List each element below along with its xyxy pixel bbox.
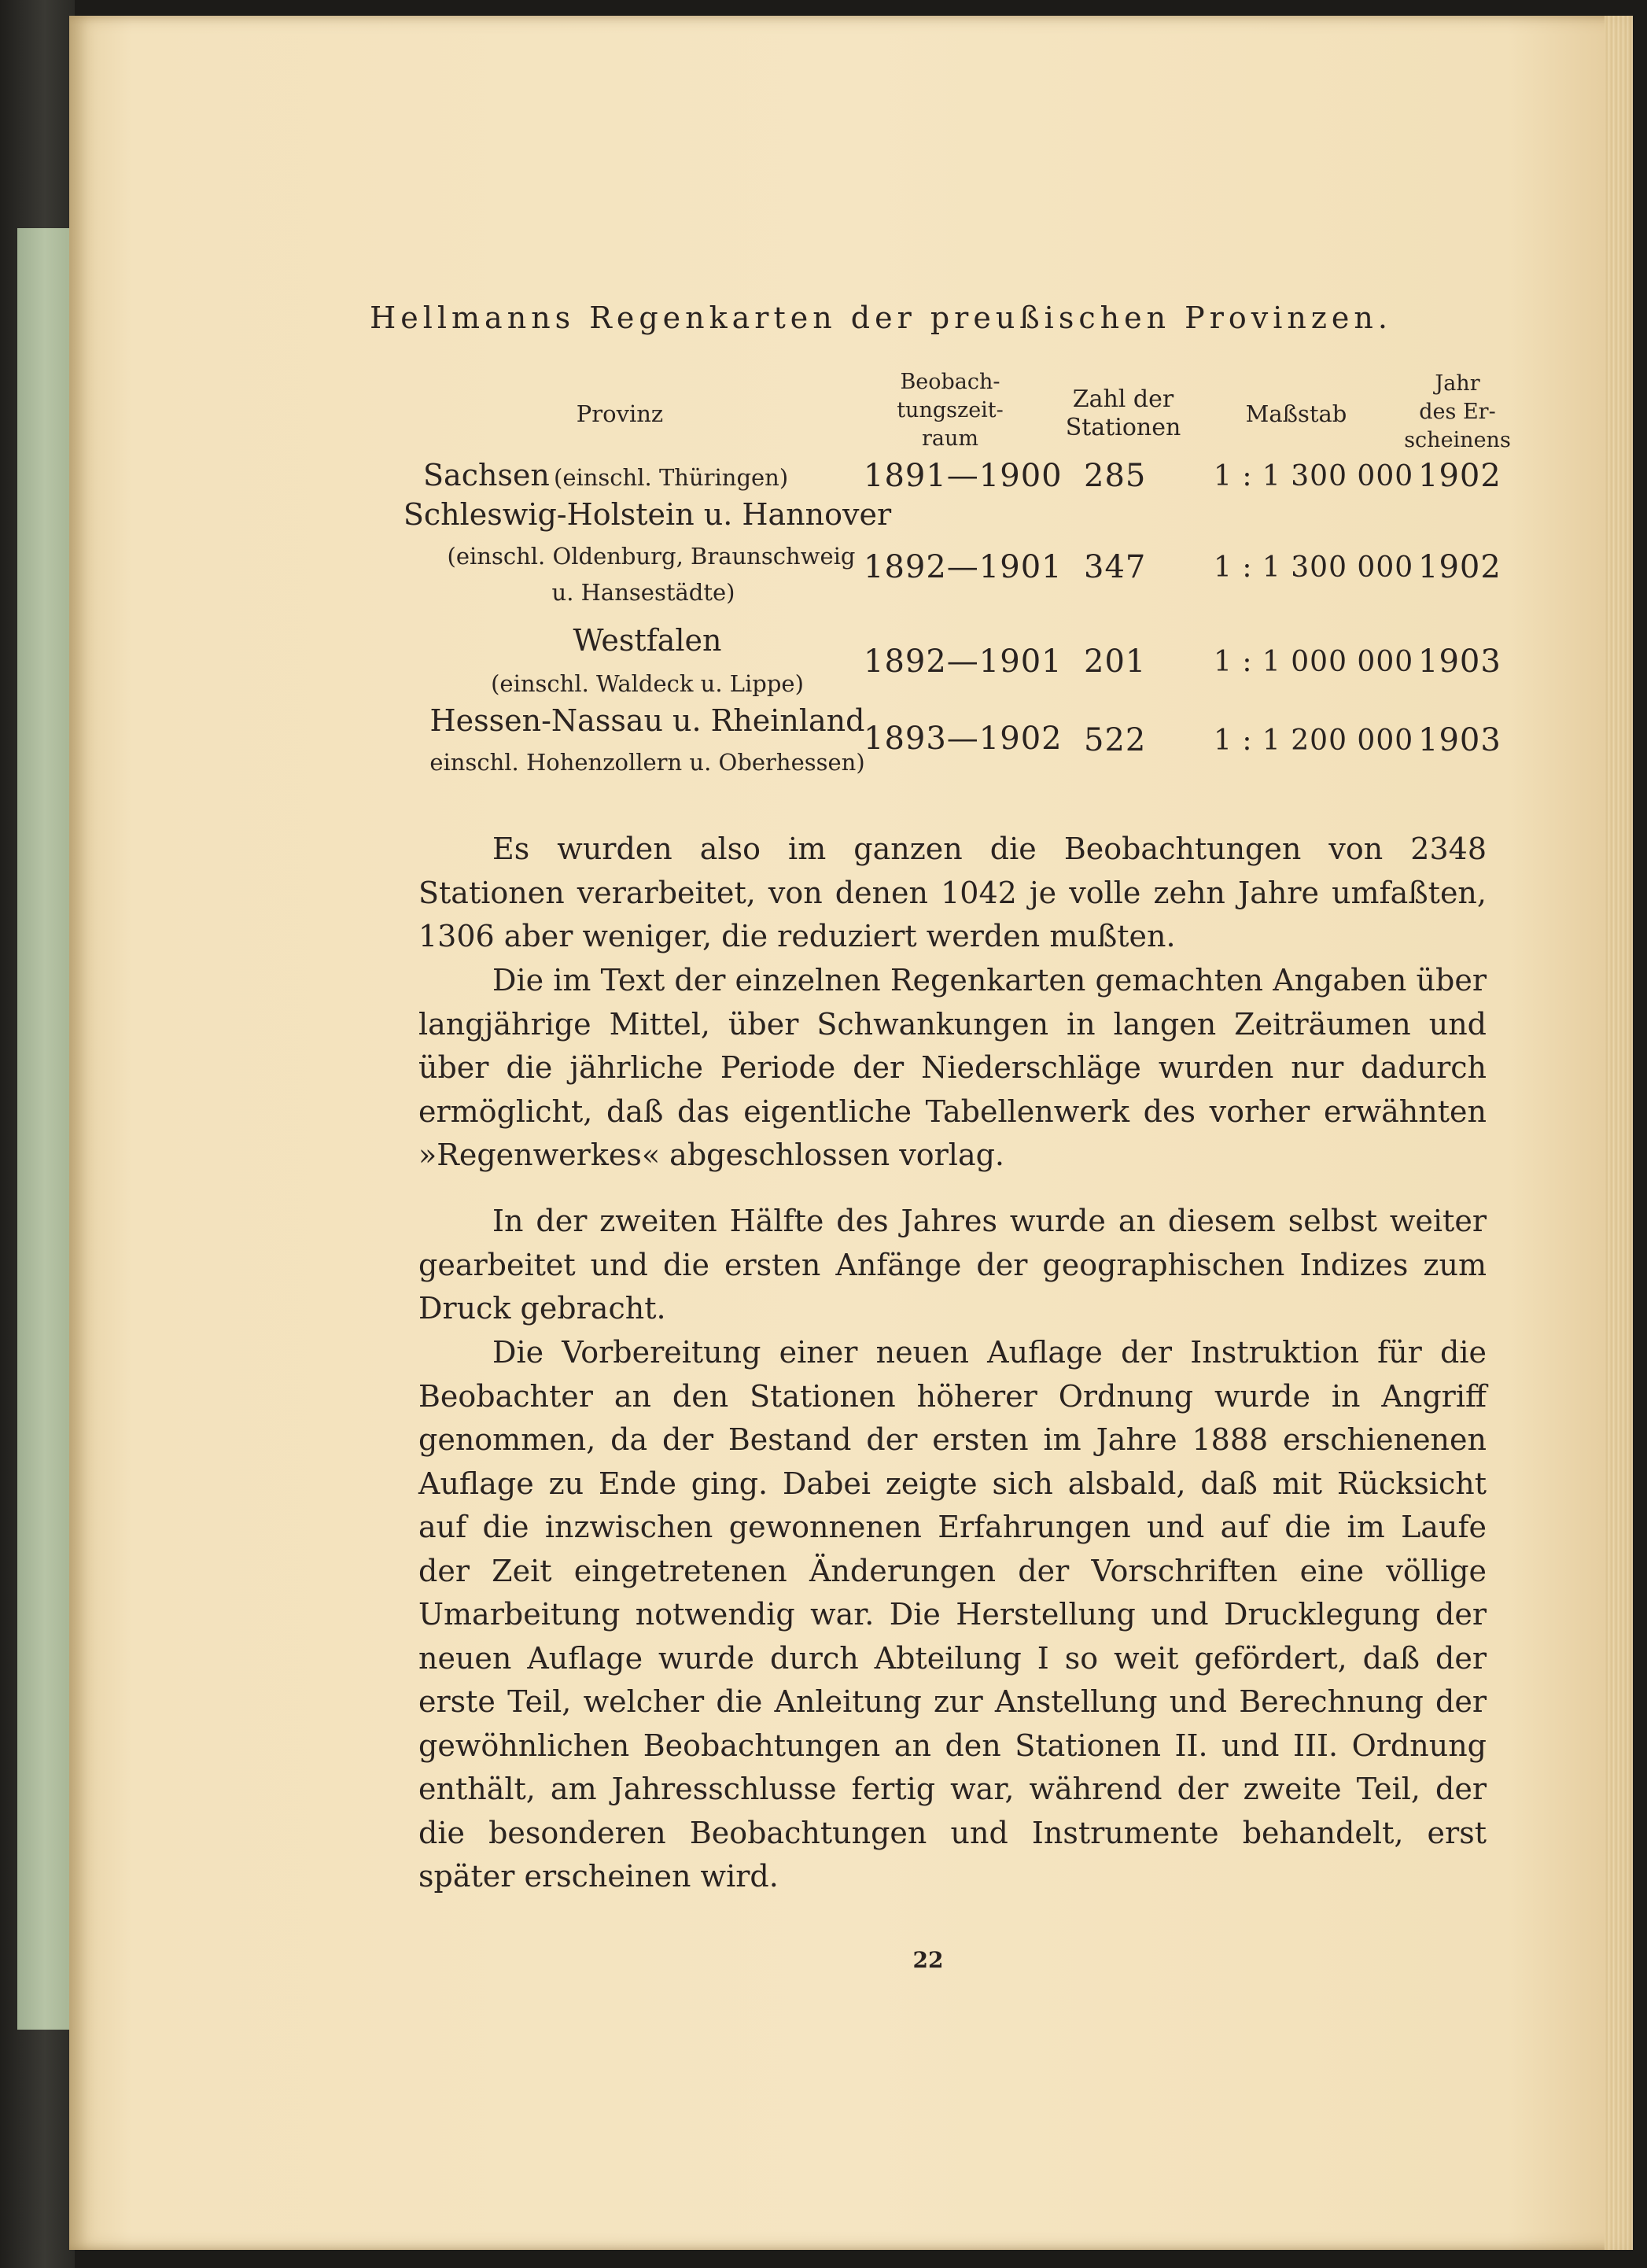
body-paragraph: Die im Text der einzelnen Regenkarten gemachten Angaben über langjährige Mittel, über Schwankungen in langen Zeiträumen und über die jährliche Periode der Niederschläge wurden nur dadurch ermöglicht, daß das eigentliche Tabellenwerk des vorher erwähnten »Regenwerkes« abgeschlossen vorlag. [418,963,1487,1172]
header-stations: Zahl der Stationen [1065,385,1181,441]
book-page [69,16,1633,2250]
province-name: Hessen-Nassau u. Rheinland [429,703,865,738]
page-number: 22 [912,1947,944,1973]
page-title: Hellmanns Regenkarten der preußischen Provinzen. [370,301,1392,335]
body-paragraph: Es wurden also im ganzen die Beobachtungen von 2348 Stationen verarbeitet, von denen 1042 je volle zehn Jahre umfaßten, 1306 aber weniger, die reduziert werden mußten. [418,832,1487,953]
province-note: (einschl. Waldeck u. Lippe) [491,670,804,697]
year-cell: 1903 [1418,722,1501,758]
stations-cell: 522 [1084,722,1147,758]
stations-cell: 201 [1084,644,1147,680]
scale-cell: 1 : 1 300 000 [1214,460,1414,492]
province-note: einschl. Hohenzollern u. Oberhessen) [429,749,865,776]
header-scale: Maßstab [1245,400,1347,427]
period-cell: 1893—1902 [864,721,1063,757]
page-edge [1605,16,1633,2250]
province-name: Westfalen [573,623,722,658]
province-name: Schleswig-Holstein u. Hannover [403,497,892,532]
year-cell: 1902 [1418,458,1501,494]
table-row [423,458,788,492]
province-note: (einschl. Oldenburg, Braunschweig [447,543,856,570]
body-paragraph: Die Vorbereitung einer neuen Auflage der Instruktion für die Beobachter an den Stationen höherer Ordnung wurde in Angriff genommen, da der Bestand der ersten im Jahre 1888 erschienenen Auflage zu Ende ging. Dabei zeigte sich alsbald, daß mit Rücksicht auf die inzwischen gewonnenen Erfahrungen und auf die im Laufe der Zeit eingetretenen Änderungen der Vorschriften eine völlige Umarbeitung notwendig war. Die Herstellung und Drucklegung der neuen Auflage wurde durch Abteilung I so weit gefördert, daß der erste Teil, welcher die Anleitung zur Anstellung und Berechnung der gewöhnlichen Beobachtungen an den Stationen II. und III. Ordnung enthält, am Jahresschlusse fertig war, während der zweite Teil, der die besonderen Beobachtungen und Instrumente behandelt, erst später erscheinen wird. [418,1335,1487,1894]
header-year: Jahr des Er- scheinens [1404,371,1511,452]
stations-cell: 285 [1084,458,1147,494]
header-province: Provinz [576,400,664,427]
header-period: Beobach- tungszeit- raum [897,370,1004,451]
endpaper-strip [17,228,72,2030]
year-cell: 1903 [1418,644,1501,680]
body-paragraph: In der zweiten Hälfte des Jahres wurde an diesem selbst weiter gearbeitet und die ersten Anfänge der geographischen Indizes zum Druck gebracht. [418,1204,1487,1326]
scale-cell: 1 : 1 300 000 [1214,551,1414,584]
year-cell: 1902 [1418,549,1501,585]
stations-cell: 347 [1084,549,1147,585]
period-cell: 1892—1901 [864,644,1063,680]
province-name: Sachsen [423,458,550,492]
period-cell: 1891—1900 [864,458,1063,494]
scale-cell: 1 : 1 000 000 [1214,646,1414,678]
period-cell: 1892—1901 [864,549,1063,585]
scale-cell: 1 : 1 200 000 [1214,725,1414,757]
province-note: (einschl. Thüringen) [554,464,789,491]
province-note: u. Hansestädte) [551,579,735,606]
